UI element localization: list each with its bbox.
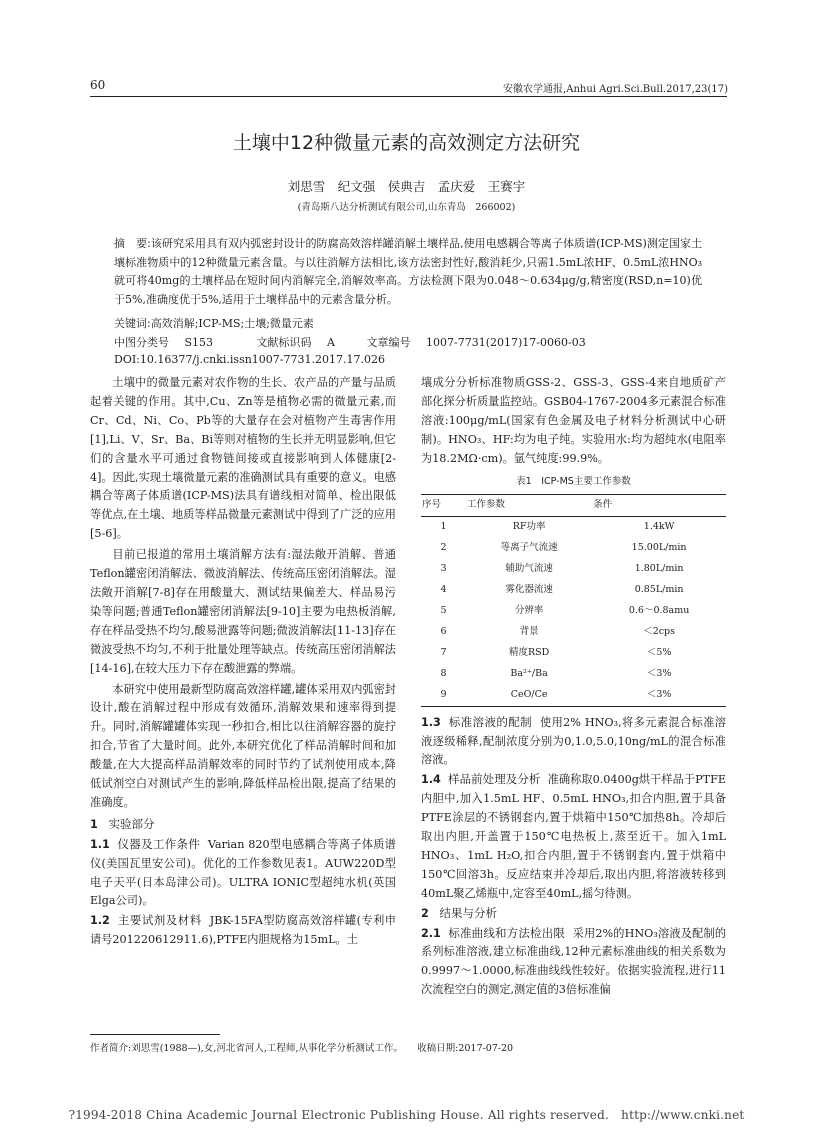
table-row (421, 643, 726, 664)
table-cell: 0.85L/min (634, 584, 684, 596)
section-2-1-text: 采用2%的HNO₃溶液及配制的系列标准溶液,建立标准曲线,12种元素标准曲线的相关系数为0.9997～1.0000,标准曲线线性较好。依据实验流程,进行11次流程空白的测定,测定值的3倍标准偏 (421, 926, 727, 997)
section-1-number: 1 (90, 817, 98, 831)
affiliation: (青岛斯八达分析测试有限公司,山东青岛 266002) (297, 202, 516, 213)
table-header-row (421, 495, 726, 517)
section-1-3-number: 1.3 (421, 715, 441, 729)
copyright-line: ?1994-2018 China Academic Journal Electronic Publishing House. All rights reserved. http://www.cnki.net (68, 1108, 745, 1122)
section-2-1-title: 标准曲线和方法检出限 (448, 925, 566, 940)
intro-paragraph-3: 本研究中使用最新型防腐高效溶样罐,罐体采用双内弧密封设计,酸在消解过程中形成有效循环,消解效果和速率得到提升。同时,消解罐罐体实现一秒扣合,相比以往消解容器的旋拧扣合,节省了大量时间。此外,本研究优化了样品消解时间和加酸量,在大大提高样品消解效率的同时节约了试剂使用成本,降低试剂空白对测试产生的影响,降低样品检出限,提高了结果的准确度。 (90, 682, 396, 809)
table-cell: Ba²⁺/Ba (510, 667, 548, 679)
section-1-3-text: 使用2% HNO₃,将多元素混合标准溶液逐级稀释,配制浓度分别为0,1.0,5.0,10ng/mL的混合标准溶液。 (421, 715, 726, 767)
table-row (421, 664, 726, 685)
table-header-index: 序号 (421, 495, 466, 517)
left-column (90, 374, 396, 950)
section-1-2-title: 主要试剂及材料 (117, 913, 202, 928)
table-cell: 辅助气流速 (505, 563, 553, 575)
table-cell: 精度RSD (508, 646, 550, 658)
doi: DOI:10.16377/j.cnki.issn1007-7731.2017.17.026 (114, 353, 385, 366)
table-cell: CeO/Ce (466, 685, 592, 706)
section-1-2 (90, 911, 396, 950)
table-cell: 3 (440, 563, 447, 575)
artno-label: 文章编号 (366, 336, 411, 349)
section-1-1-number: 1.1 (90, 837, 110, 851)
classification-line (114, 334, 714, 350)
artno-value: 1007-7731(2017)17-0060-03 (425, 336, 586, 349)
clc-label: 中图分类号 (114, 336, 169, 349)
table-cell: 9 (421, 685, 466, 706)
right-column (421, 374, 726, 1000)
section-1-4 (421, 770, 726, 903)
table-1 (421, 494, 726, 706)
table-cell: 0.6～0.8amu (628, 605, 690, 617)
table-header-parameter: 工作参数 (466, 495, 592, 517)
journal-header: 安徽农学通报,Anhui Agri.Sci.Bull.2017,23(17) (503, 84, 728, 95)
abstract (114, 235, 702, 309)
table-cell: ＜2cps (643, 625, 676, 637)
author-footnote: 作者简介:刘思雪(1988—),女,河北省河人,工程师,从事化学分析测试工作。 收稿日期:2017-07-20 (90, 1043, 514, 1054)
keywords-label: 关键词: (114, 317, 151, 330)
section-1-1-title: 仪器及工作条件 (117, 836, 201, 851)
table-cell: 1 (440, 521, 447, 533)
table-row (421, 517, 726, 538)
keywords-line (114, 315, 314, 331)
table-1-caption: 表1 ICP-MS主要工作参数 (516, 475, 631, 487)
doccode-label: 文献标识码 (256, 336, 312, 349)
section-2-number: 2 (421, 906, 429, 920)
section-1-3-title: 标准溶液的配制 (448, 714, 533, 729)
authors: 刘思雪 纪文强 侯典吉 孟庆爱 王赛宇 (287, 179, 526, 194)
table-row (421, 538, 726, 559)
paper-title: 土壤中12种微量元素的高效测定方法研究 (232, 132, 581, 154)
table-cell: 15.00L/min (631, 542, 687, 554)
table-cell: ＜3% (646, 667, 672, 679)
section-2-1 (421, 924, 726, 1001)
clc-value: S153 (184, 336, 214, 349)
header-rule (90, 96, 727, 97)
section-2-1-number: 2.1 (421, 926, 441, 940)
table-cell: 6 (440, 625, 447, 637)
doccode-value: A (327, 336, 335, 349)
table-cell: 等离子气流速 (500, 542, 558, 554)
table-cell: 1.4kW (643, 521, 675, 533)
table-cell: 1.80L/min (634, 563, 684, 575)
section-1-4-number: 1.4 (421, 773, 441, 787)
page-number: 60 (90, 78, 106, 92)
intro-paragraph-2: 目前已报道的常用土壤消解方法有:湿法敞开消解、普通Teflon罐密闭消解法、微波消解法、传统高压密闭消解法。湿法敞开消解[7-8]存在用酸量大、测试结果偏差大、样品易污染等问题;普通Teflon罐密闭消解法[9-10]主要为电热板消解,存在样品受热不均匀,酸易泄露等问题;微波消解法[11-13]存在微波受热不均匀,不利于批量处理等缺点。传统高压密闭消解法[14-16],在较大压力下存在酸泄露的弊端。 (90, 548, 396, 675)
abstract-label: 摘 要: (114, 237, 151, 250)
table-header-condition: 条件 (592, 495, 726, 517)
footnote-rule (90, 1034, 220, 1035)
section-1-4-text: 准确称取0.0400g烘干样品于PTFE内胆中,加入1.5mL HF、0.5mL HNO₃,扣合内胆,置于具备PTFE涂层的不锈钢套内,置于烘箱中150℃加热8h。冷却后取出内胆,开盖置于150℃电热板上,蒸至近干。加入1mL HNO₃、1mL H₂O,扣合内胆,置于不锈钢套内,置于烘箱中150℃回溶3h。反应结束并冷却后,取出内胆,将溶液转移到40mL聚乙烯瓶中,定容至40mL,摇匀待测。 (421, 773, 727, 900)
keywords: 高效消解;ICP-MS;土壤;微量元素 (150, 317, 314, 330)
table-cell: 雾化器流速 (505, 584, 553, 596)
table-cell: 5 (440, 605, 447, 617)
table-row (421, 622, 726, 643)
section-2-heading (421, 904, 726, 924)
section-1-heading (90, 815, 396, 835)
section-1-3 (421, 713, 726, 771)
table-cell: 4 (440, 584, 447, 596)
section-1-title: 实验部分 (108, 816, 155, 831)
table-cell: 2 (440, 542, 447, 554)
table-cell: 背景 (519, 625, 539, 637)
table-cell: RF功率 (512, 521, 546, 533)
table-cell: ＜5% (646, 646, 672, 658)
table-row (421, 685, 726, 706)
section-1-1 (90, 835, 396, 912)
table-cell: 分辨率 (514, 605, 544, 617)
abstract-text: 该研究采用具有双内弧密封设计的防腐高效溶样罐消解土壤样品,使用电感耦合等离子体质谱(ICP-MS)测定国家土壤标准物质中的12种微量元素含量。与以往消解方法相比,该方法密封性好,酸消耗少,只需1.5mL浓HF、0.5mL浓HNO₃就可将40mg的土壤样品在短时间内消解完全,消解效率高。方法检测下限为0.048～0.634μg/g,精密度(RSD,n=10)优于5%,准确度优于5%,适用于土壤样品中的元素含量分析。 (114, 237, 702, 306)
section-1-1-text: Varian 820型电感耦合等离子体质谱仪(美国瓦里安公司)。优化的工作参数见表1。AUW220D型电子天平(日本岛津公司)。ULTRA IONIC型超纯水机(英国Elga公司)。 (90, 837, 396, 908)
section-2-title: 结果与分析 (439, 905, 497, 920)
section-1-2-text: JBK-15FA型防腐高效溶样罐(专利申请号201220612911.6),PTFE内胆规格为15mL。土 (90, 914, 396, 947)
table-cell: 7 (440, 646, 447, 658)
table-row (421, 580, 726, 601)
table-row (421, 601, 726, 622)
intro-paragraph-1: 土壤中的微量元素对农作物的生长、农产品的产量与品质起着关键的作用。其中,Cu、Zn等是植物必需的微量元素,而Cr、Cd、Ni、Co、Pb等的大量存在会对植物产生毒害作用[1],Li、V、Sr、Ba、Bi等则对植物的生长并无明显影响,但它们的含量水平可通过食物链间接或直接影响到人体健康[2-4]。因此,实现土壤微量元素的准确测试具有重要的意义。电感耦合等离子体质谱(ICP-MS)法具有谱线相对简单、检出限低等优点,在土壤、地质等样品微量元素测试中得到了广泛的应用[5-6]。 (90, 376, 396, 541)
section-1-2-number: 1.2 (90, 914, 110, 928)
table-cell: 8 (440, 667, 447, 679)
table-row (421, 559, 726, 580)
section-1-4-title: 样品前处理及分析 (448, 772, 541, 787)
materials-paragraph: 壤成分分析标准物质GSS-2、GSS-3、GSS-4来自地质矿产部化探分析质量监控站。GSB04-1767-2004多元素混合标准溶液:100μg/mL(国家有色金属及电子材料分析测试中心研制)。HNO₃、HF:均为电子纯。实验用水:均为超纯水(电阻率为18.2MΩ·cm)。氩气纯度:99.9%。 (421, 376, 726, 465)
table-cell: ＜3% (592, 685, 726, 706)
